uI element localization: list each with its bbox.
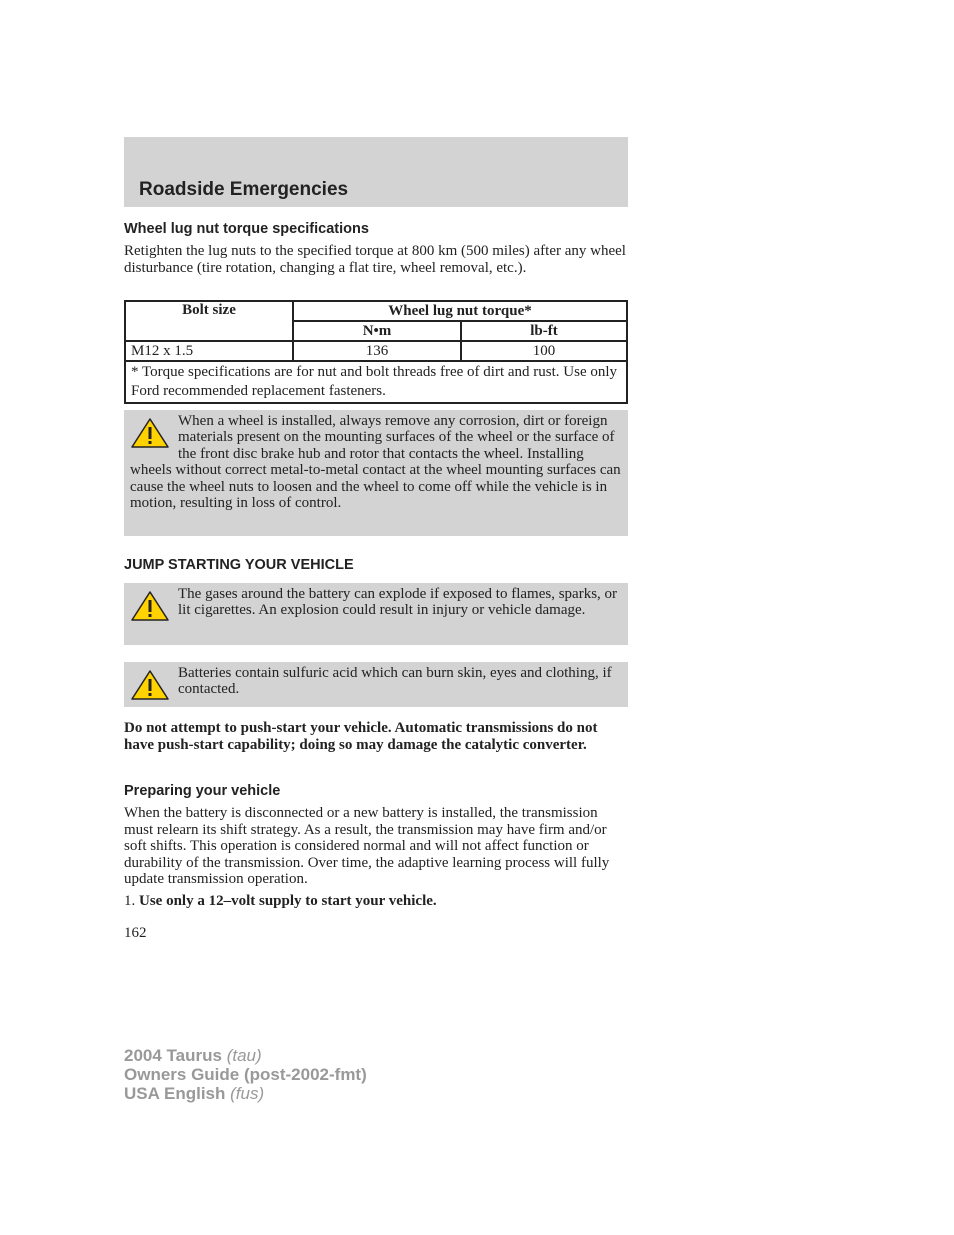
warning-triangle-icon bbox=[130, 590, 170, 622]
warning-text-wheel: When a wheel is installed, always remove any corrosion, dirt or foreign materials present on the mounting surfaces of the wheel or the surface of the front disc brake hub and rotor that contacts the wheel. Installing wheels without correct metal-to-metal contact at the wheel mounting surfaces can cause the wheel nuts to loosen and the wheel to come off while the vehicle is in motion, resulting in loss of control. bbox=[130, 413, 621, 512]
warning-box-wheel bbox=[124, 410, 628, 536]
warning-box-gases bbox=[124, 583, 628, 645]
lug-nut-heading: Wheel lug nut torque specifications bbox=[124, 221, 369, 237]
cell-bolt: M12 x 1.5 bbox=[125, 341, 293, 361]
footer-model-code: (tau) bbox=[226, 1046, 262, 1065]
page-number: 162 bbox=[124, 925, 147, 941]
col-wheel-torque: Wheel lug nut torque* bbox=[293, 301, 627, 321]
cell-nm: 136 bbox=[293, 341, 461, 361]
col-bolt-size: Bolt size bbox=[125, 301, 293, 341]
table-row bbox=[125, 341, 627, 361]
push-start-notice: Do not attempt to push-start your vehicle. Automatic transmissions do not have push-start capability; doing so may damage the catalytic converter. bbox=[124, 720, 598, 753]
preparing-heading: Preparing your vehicle bbox=[124, 783, 281, 799]
torque-table-wrap bbox=[124, 300, 628, 404]
lug-nut-paragraph: Retighten the lug nuts to the specified torque at 800 km (500 miles) after any wheel disturbance (tire rotation, changing a flat tire, wheel removal, etc.). bbox=[124, 243, 626, 276]
jump-start-heading: JUMP STARTING YOUR VEHICLE bbox=[124, 557, 354, 573]
footer-guide: Owners Guide (post-2002-fmt) bbox=[124, 1065, 367, 1084]
preparing-paragraph: When the battery is disconnected or a new battery is installed, the transmission must relearn its shift strategy. As a result, the transmission may have firm and/or soft shifts. This operation is considered normal and will not affect function or durability of the transmission. Over time, the adaptive learning process will fully update transmission operation. bbox=[124, 805, 610, 887]
table-footnote: * Torque specifications are for nut and bolt threads free of dirt and rust. Use only Ford recommended replacement fasteners. bbox=[125, 361, 627, 403]
footer-language-code: (fus) bbox=[230, 1084, 265, 1103]
step-1 bbox=[124, 893, 628, 910]
footer bbox=[124, 1046, 367, 1103]
col-lbft: lb-ft bbox=[461, 321, 627, 341]
warning-text-gases: The gases around the battery can explode if exposed to flames, sparks, or lit cigarettes. An explosion could result in injury or vehicle damage. bbox=[178, 586, 618, 619]
warning-text-acid: Batteries contain sulfuric acid which can burn skin, eyes and clothing, if contacted. bbox=[178, 665, 612, 698]
col-nm: N•m bbox=[293, 321, 461, 341]
footer-language: USA English bbox=[124, 1084, 226, 1103]
warning-box-acid bbox=[124, 662, 628, 707]
step-text: Use only a 12–volt supply to start your vehicle. bbox=[139, 893, 437, 909]
step-number: 1. bbox=[124, 893, 136, 909]
warning-triangle-icon bbox=[130, 417, 170, 449]
warning-triangle-icon bbox=[130, 669, 170, 701]
cell-lbft: 100 bbox=[461, 341, 627, 361]
page-title: Roadside Emergencies bbox=[139, 179, 349, 200]
footer-model: 2004 Taurus bbox=[124, 1046, 222, 1065]
torque-table bbox=[124, 300, 628, 404]
header-band bbox=[124, 137, 628, 207]
